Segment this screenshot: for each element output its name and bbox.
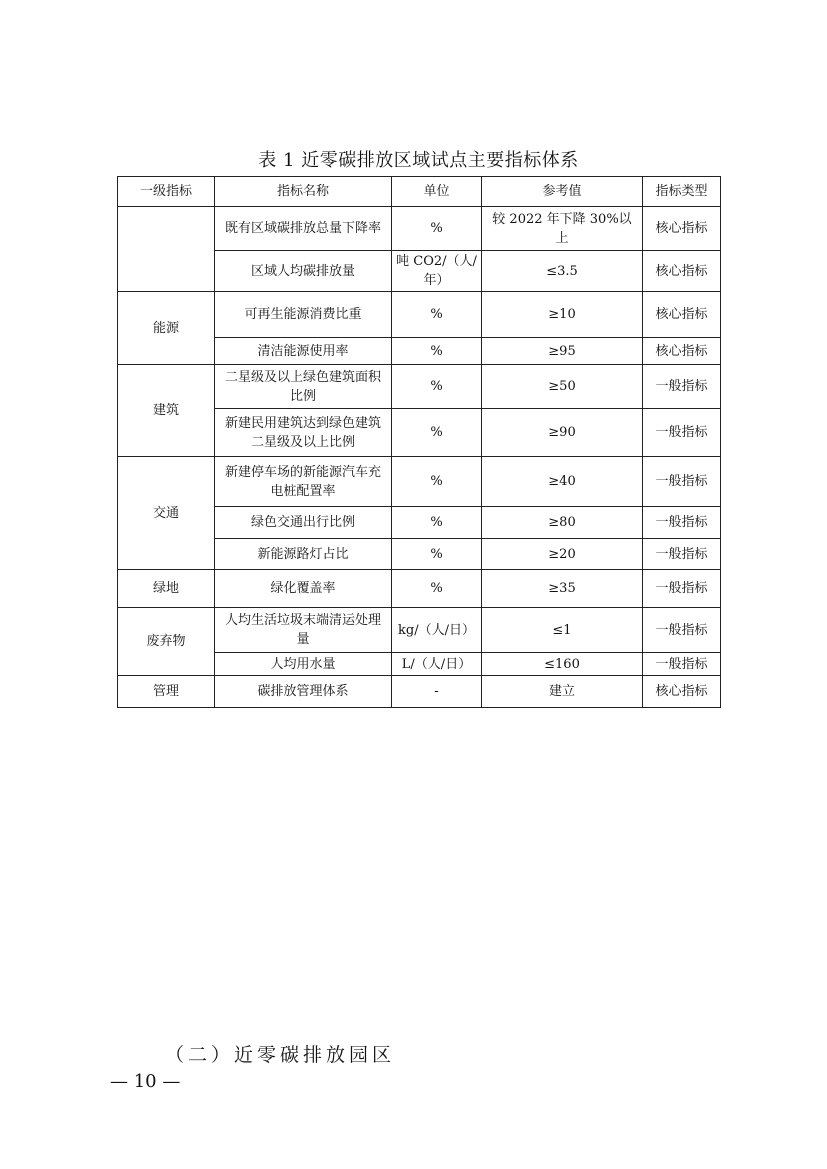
cell-reference-value: ≥10	[482, 292, 643, 338]
cell-indicator-type: 核心指标	[643, 338, 721, 365]
cell-indicator-type: 一般指标	[643, 539, 721, 570]
cell-category: 能源	[118, 292, 215, 365]
page-number: — 10 —	[110, 1071, 181, 1092]
cell-indicator-name: 人均生活垃圾末端清运处理量	[215, 608, 392, 653]
cell-reference-value: ≥50	[482, 365, 643, 409]
table-row	[118, 457, 721, 507]
cell-reference-value: ≥80	[482, 507, 643, 539]
cell-reference-value: ≥20	[482, 539, 643, 570]
cell-reference-value: 较 2022 年下降 30%以上	[482, 207, 643, 251]
cell-indicator-type: 一般指标	[643, 570, 721, 608]
cell-indicator-type: 一般指标	[643, 608, 721, 653]
cell-indicator-type: 一般指标	[643, 365, 721, 409]
cell-unit: kg/（人/日）	[392, 608, 482, 653]
table-row	[118, 207, 721, 251]
cell-indicator-name: 新能源路灯占比	[215, 539, 392, 570]
table-row	[118, 676, 721, 708]
cell-indicator-name: 既有区域碳排放总量下降率	[215, 207, 392, 251]
cell-reference-value: ≥35	[482, 570, 643, 608]
cell-indicator-name: 绿化覆盖率	[215, 570, 392, 608]
cell-reference-value: ≥95	[482, 338, 643, 365]
cell-unit: %	[392, 338, 482, 365]
table-header-row	[118, 177, 721, 207]
indicator-table	[117, 176, 721, 708]
cell-indicator-type: 核心指标	[643, 676, 721, 708]
cell-category: 绿地	[118, 570, 215, 608]
cell-indicator-type: 核心指标	[643, 251, 721, 292]
cell-reference-value: ≥90	[482, 409, 643, 457]
cell-reference-value: 建立	[482, 676, 643, 708]
cell-indicator-name: 碳排放管理体系	[215, 676, 392, 708]
header-indicator-type: 指标类型	[643, 177, 721, 207]
cell-category: 管理	[118, 676, 215, 708]
cell-indicator-name: 可再生能源消费比重	[215, 292, 392, 338]
cell-unit: %	[392, 365, 482, 409]
cell-reference-value: ≤160	[482, 653, 643, 676]
cell-indicator-type: 一般指标	[643, 653, 721, 676]
cell-category: 废弃物	[118, 608, 215, 676]
cell-unit: 吨 CO2/（人/年）	[392, 251, 482, 292]
cell-reference-value: ≤1	[482, 608, 643, 653]
cell-category: 建筑	[118, 365, 215, 457]
cell-indicator-type: 一般指标	[643, 507, 721, 539]
cell-unit: %	[392, 292, 482, 338]
cell-indicator-type: 核心指标	[643, 207, 721, 251]
cell-indicator-type: 核心指标	[643, 292, 721, 338]
header-category: 一级指标	[118, 177, 215, 207]
table-row	[118, 365, 721, 409]
cell-unit: %	[392, 207, 482, 251]
header-unit: 单位	[392, 177, 482, 207]
header-reference-value: 参考值	[482, 177, 643, 207]
cell-indicator-type: 一般指标	[643, 409, 721, 457]
cell-category	[118, 207, 215, 292]
cell-indicator-type: 一般指标	[643, 457, 721, 507]
cell-unit: %	[392, 570, 482, 608]
cell-unit: %	[392, 409, 482, 457]
cell-unit: %	[392, 539, 482, 570]
cell-indicator-name: 人均用水量	[215, 653, 392, 676]
table-row	[118, 570, 721, 608]
cell-reference-value: ≥40	[482, 457, 643, 507]
cell-unit: L/（人/日）	[392, 653, 482, 676]
header-indicator-name: 指标名称	[215, 177, 392, 207]
table-body	[118, 207, 721, 708]
table-row	[118, 292, 721, 338]
cell-indicator-name: 区域人均碳排放量	[215, 251, 392, 292]
cell-unit: -	[392, 676, 482, 708]
cell-category: 交通	[118, 457, 215, 570]
cell-reference-value: ≤3.5	[482, 251, 643, 292]
cell-indicator-name: 绿色交通出行比例	[215, 507, 392, 539]
cell-indicator-name: 二星级及以上绿色建筑面积比例	[215, 365, 392, 409]
cell-indicator-name: 清洁能源使用率	[215, 338, 392, 365]
cell-unit: %	[392, 507, 482, 539]
cell-indicator-name: 新建民用建筑达到绿色建筑二星级及以上比例	[215, 409, 392, 457]
table-title: 表 1 近零碳排放区域试点主要指标体系	[258, 150, 579, 171]
cell-indicator-name: 新建停车场的新能源汽车充电桩配置率	[215, 457, 392, 507]
section-heading: （二）近零碳排放园区	[165, 1044, 396, 1066]
cell-unit: %	[392, 457, 482, 507]
table-row	[118, 608, 721, 653]
